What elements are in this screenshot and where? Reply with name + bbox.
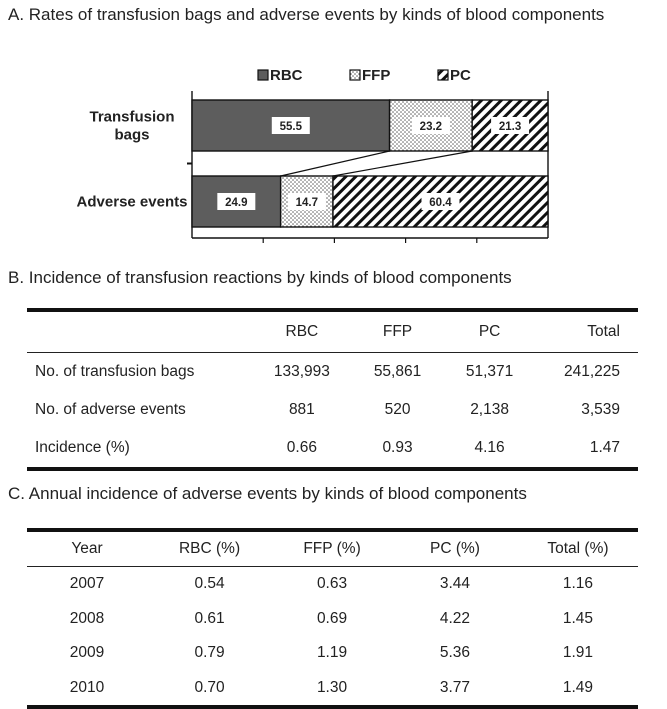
table-cell: 1.19	[316, 644, 348, 662]
section-a-title: A. Rates of transfusion bags and adverse events by kinds of blood components	[8, 5, 605, 24]
table-row	[27, 353, 638, 392]
table-cell: 1.91	[562, 644, 594, 662]
data-label-ffp-transfusion-bags: 23.2	[419, 121, 443, 133]
legend-item-rbc	[258, 67, 303, 84]
data-label-ffp-adverse-events: 14.7	[295, 197, 319, 209]
table-cell: 1.47	[589, 439, 620, 456]
annual-incidence-table	[27, 528, 638, 709]
legend-label-pc: PC	[450, 67, 471, 84]
table-cell: 3,539	[581, 401, 620, 418]
legend-swatch-pc	[438, 70, 448, 80]
table-row	[27, 391, 638, 429]
year-cell: 2007	[69, 575, 105, 593]
table-cell: 1.16	[562, 575, 594, 593]
connector-line	[281, 151, 390, 176]
table-cell: 2,138	[470, 401, 509, 418]
connector-lines	[281, 151, 473, 176]
table-cell: 3.44	[439, 575, 471, 593]
svg-text:Adverse events: Adverse events	[76, 193, 188, 211]
row-label: No. of transfusion bags	[35, 363, 195, 380]
table-cell: 1.45	[562, 609, 594, 627]
data-label-pc-transfusion-bags: 21.3	[498, 121, 522, 133]
svg-text:Transfusion: Transfusion	[89, 108, 175, 126]
table-row	[27, 567, 638, 602]
category-labels	[77, 109, 188, 211]
legend-label-rbc: RBC	[270, 67, 303, 84]
stacked-bar-chart	[0, 55, 667, 245]
table-cell: 0.69	[316, 609, 348, 627]
table-cell: 0.79	[194, 644, 225, 662]
data-label-rbc-transfusion-bags: 55.5	[279, 121, 302, 133]
year-cell: 2008	[69, 609, 105, 627]
svg-text:bags: bags	[114, 126, 150, 144]
legend-label-ffp: FFP	[362, 67, 391, 84]
header-cell: PC (%)	[392, 530, 518, 567]
table-cell: 0.54	[194, 575, 225, 593]
table-cell: 0.66	[286, 439, 317, 456]
header-cell: FFP (%)	[272, 530, 392, 567]
table-cell: 5.36	[439, 644, 471, 662]
table-header-row	[27, 530, 638, 567]
table-row	[27, 671, 638, 708]
legend-swatch-ffp	[350, 70, 360, 80]
row-label: Incidence (%)	[35, 439, 130, 456]
incidence-table	[27, 308, 638, 471]
table-cell: 133,993	[273, 363, 330, 380]
table-cell: 4.16	[474, 439, 505, 456]
legend-item-pc	[438, 67, 471, 84]
table-row	[27, 602, 638, 637]
table-cell: 241,225	[563, 363, 620, 380]
table-row	[27, 636, 638, 671]
year-cell: 2010	[69, 678, 105, 696]
section-c-title: C. Annual incidence of adverse events by kinds of blood components	[8, 484, 527, 503]
header-cell: RBC (%)	[147, 530, 272, 567]
header-cell: PC	[443, 310, 536, 353]
table-cell: 0.93	[382, 439, 413, 456]
data-label-rbc-adverse-events: 24.9	[225, 197, 248, 209]
header-cell: Total (%)	[518, 530, 638, 567]
table-row	[27, 429, 638, 469]
table-cell: 881	[288, 401, 315, 418]
row-label: No. of adverse events	[35, 401, 186, 418]
header-cell: Total	[536, 310, 638, 353]
table-cell: 0.63	[316, 575, 348, 593]
table-cell: 51,371	[465, 363, 514, 380]
header-cell: RBC	[252, 310, 352, 353]
section-b-title: B. Incidence of transfusion reactions by kinds of blood components	[8, 268, 512, 287]
table-cell: 1.30	[316, 678, 348, 696]
connector-line	[333, 151, 472, 176]
header-cell	[27, 310, 252, 353]
table-cell: 55,861	[373, 363, 422, 380]
table-cell: 520	[384, 401, 411, 418]
category-label-adverse-events	[77, 194, 188, 211]
table-header-row	[27, 310, 638, 353]
chart-legend	[258, 67, 471, 84]
category-label-transfusion-bags	[89, 109, 174, 144]
table-cell: 0.70	[194, 678, 225, 696]
header-cell: Year	[27, 530, 147, 567]
table-cell: 1.49	[562, 678, 594, 696]
data-label-pc-adverse-events: 60.4	[429, 197, 452, 209]
table-cell: 4.22	[439, 609, 471, 627]
table-cell: 3.77	[439, 678, 471, 696]
year-cell: 2009	[69, 644, 105, 662]
header-cell: FFP	[352, 310, 443, 353]
table-cell: 0.61	[194, 609, 225, 627]
legend-swatch-rbc	[258, 70, 268, 80]
legend-item-ffp	[350, 67, 390, 84]
